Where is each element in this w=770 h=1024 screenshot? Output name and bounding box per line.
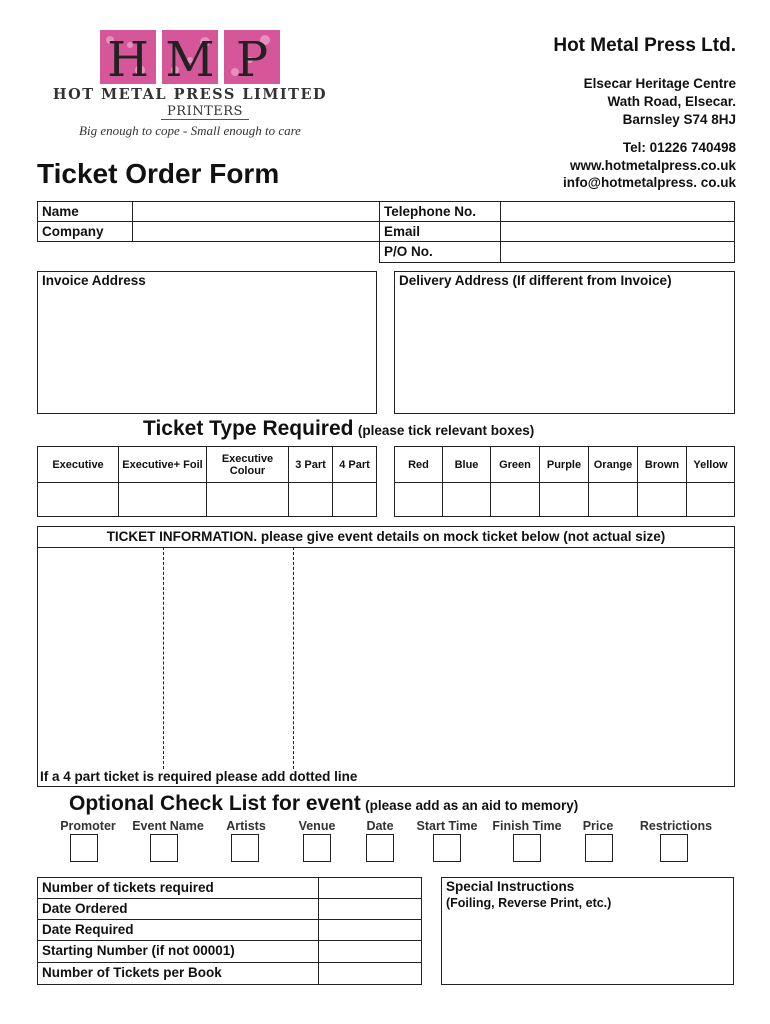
company-name: Hot Metal Press Ltd. (553, 35, 736, 56)
company-label: Company (37, 221, 133, 242)
tt-tick-orange[interactable] (588, 482, 638, 517)
ticket-info-box (37, 526, 735, 787)
tt-tick-brown[interactable] (637, 482, 687, 517)
checkbox-venue[interactable] (303, 834, 331, 862)
delivery-address-label: Delivery Address (If different from Invoice) (399, 273, 672, 288)
checklist-label-price: Price (582, 819, 614, 833)
logo-company-name: HOT METAL PRESS LIMITED (52, 86, 328, 103)
checkbox-date[interactable] (366, 834, 394, 862)
invoice-address-box[interactable] (37, 271, 377, 414)
order-field-tickets-required[interactable] (318, 877, 422, 899)
telephone-label: Telephone No. (379, 201, 501, 222)
order-field-date-required[interactable] (318, 919, 422, 941)
checkbox-start-time[interactable] (433, 834, 461, 862)
checklist-label-artists: Artists (226, 819, 266, 833)
tt-tick-red[interactable] (394, 482, 443, 517)
invoice-address-label: Invoice Address (42, 273, 146, 288)
tt-tick-blue[interactable] (442, 482, 491, 517)
checkbox-promoter[interactable] (70, 834, 98, 862)
company-email: info@hotmetalpress. co.uk (563, 175, 736, 190)
tt-tick-purple[interactable] (539, 482, 589, 517)
ticket-type-title: Ticket Type Required (143, 417, 354, 440)
checklist-label-event-name: Event Name (132, 819, 204, 833)
checklist-label-promoter: Promoter (60, 819, 116, 833)
special-instructions-subtitle: (Foiling, Reverse Print, etc.) (446, 896, 612, 910)
tt-tick-executive[interactable] (37, 482, 119, 517)
order-row-label-tickets-per-book: Number of Tickets per Book (37, 962, 319, 985)
checklist-label-venue: Venue (298, 819, 336, 833)
order-field-tickets-per-book[interactable] (318, 962, 422, 985)
delivery-address-box[interactable] (394, 271, 735, 414)
tt-header-3-part: 3 Part (288, 446, 333, 483)
tt-header-executive: Executive (37, 446, 119, 483)
name-field[interactable] (132, 201, 380, 222)
email-label: Email (379, 221, 501, 242)
checklist-label-date: Date (366, 819, 394, 833)
tt-header-red: Red (394, 446, 443, 483)
order-field-starting-number[interactable] (318, 940, 422, 963)
address-line-3: Barnsley S74 8HJ (622, 112, 736, 127)
tt-tick-executive-foil[interactable] (118, 482, 207, 517)
tt-tick-green[interactable] (490, 482, 540, 517)
name-label: Name (37, 201, 133, 222)
address-line-2: Wath Road, Elsecar. (607, 94, 736, 109)
svg-text:P: P (235, 32, 269, 84)
tt-header-blue: Blue (442, 446, 491, 483)
hmp-logo (100, 30, 280, 84)
checklist-label-finish-time: Finish Time (492, 819, 562, 833)
tt-header-green: Green (490, 446, 540, 483)
checkbox-price[interactable] (585, 834, 613, 862)
ticket-type-subtitle: (please tick relevant boxes) (357, 423, 535, 438)
checkbox-finish-time[interactable] (513, 834, 541, 862)
tt-tick-executive-colour[interactable] (206, 482, 289, 517)
po-field[interactable] (500, 241, 735, 263)
special-instructions-title: Special Instructions (446, 879, 575, 894)
tt-tick-yellow[interactable] (686, 482, 735, 517)
ticket-type-heading (143, 417, 534, 441)
special-instructions-box[interactable] (441, 877, 734, 985)
checkbox-event-name[interactable] (150, 834, 178, 862)
email-field[interactable] (500, 221, 735, 242)
tt-header-orange: Orange (588, 446, 638, 483)
tt-header-executive-foil: Executive+ Foil (118, 446, 207, 483)
telephone-field[interactable] (500, 201, 735, 222)
company-website: www.hotmetalpress.co.uk (569, 158, 736, 173)
tt-tick-3-part[interactable] (288, 482, 333, 517)
checklist-heading (69, 792, 578, 816)
tt-tick-4-part[interactable] (332, 482, 377, 517)
tt-header-brown: Brown (637, 446, 687, 483)
address-line-1: Elsecar Heritage Centre (583, 76, 736, 91)
order-row-label-starting-number: Starting Number (if not 00001) (37, 940, 319, 963)
ticket-info-header: TICKET INFORMATION. please give event details on mock ticket below (not actual size) (38, 527, 734, 548)
tt-header-yellow: Yellow (686, 446, 735, 483)
svg-text:M: M (165, 32, 215, 84)
checkbox-restrictions[interactable] (660, 834, 688, 862)
order-row-label-date-ordered: Date Ordered (37, 898, 319, 920)
ticket-info-footer: If a 4 part ticket is required please add dotted line (40, 769, 358, 784)
order-field-date-ordered[interactable] (318, 898, 422, 920)
svg-text:H: H (107, 32, 149, 84)
mock-ticket-area[interactable] (40, 547, 732, 767)
checklist-title: Optional Check List for event (69, 792, 361, 815)
order-row-label-tickets-required: Number of tickets required (37, 877, 319, 899)
tt-header-4-part: 4 Part (332, 446, 377, 483)
checklist-subtitle: (please add as an aid to memory) (365, 798, 579, 813)
logo-printers (40, 104, 370, 119)
company-field[interactable] (132, 221, 380, 242)
logo-tagline: Big enough to cope - Small enough to care (79, 123, 301, 138)
tt-header-executive-colour: Executive Colour (206, 446, 289, 483)
po-label: P/O No. (379, 241, 501, 263)
checkbox-artists[interactable] (231, 834, 259, 862)
form-title: Ticket Order Form (37, 158, 280, 189)
logo-printers-text: PRINTERS (161, 104, 249, 120)
checklist-label-start-time: Start Time (416, 819, 478, 833)
company-tel: Tel: 01226 740498 (622, 140, 736, 155)
checklist-label-restrictions: Restrictions (639, 819, 713, 833)
tt-header-purple: Purple (539, 446, 589, 483)
order-row-label-date-required: Date Required (37, 919, 319, 941)
